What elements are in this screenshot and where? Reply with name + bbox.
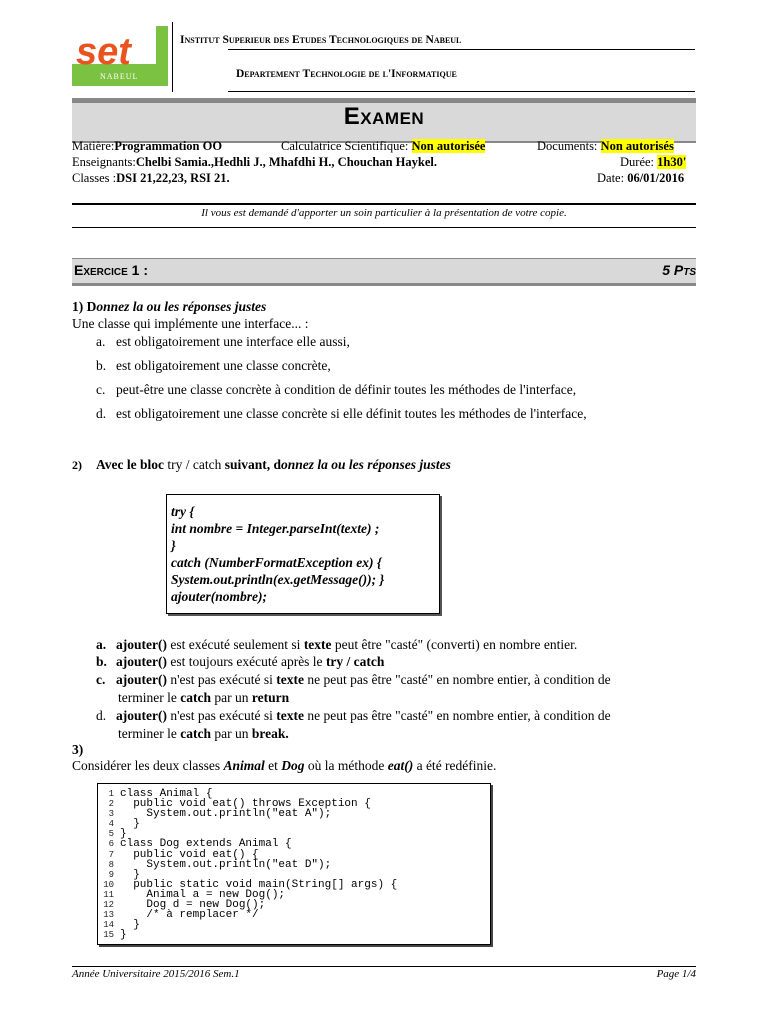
date-label: Date: xyxy=(597,171,625,185)
option-text: terminer le xyxy=(118,690,181,705)
code-line: ajouter(nombre); xyxy=(171,589,267,604)
code-text: } xyxy=(120,828,127,841)
code-text: } xyxy=(120,818,140,831)
q2-title-part2: try / catch xyxy=(163,457,225,472)
q2-code-box xyxy=(166,494,440,614)
option-text: n'est pas exécuté si xyxy=(166,708,277,723)
line-number: 13 xyxy=(103,910,114,921)
q3-text: a été redéfinie. xyxy=(413,758,497,773)
option-text: terminer le xyxy=(118,726,181,741)
code-line xyxy=(100,837,397,851)
code-text: } xyxy=(120,929,127,942)
code-line xyxy=(100,878,398,891)
code-text: public void eat() { xyxy=(120,848,259,861)
code-text: } xyxy=(120,919,140,932)
line-number: 5 xyxy=(108,829,114,840)
q1-number: 1) D xyxy=(72,299,97,314)
option-keyword: texte xyxy=(276,708,304,723)
line-number: 9 xyxy=(108,869,114,880)
code-text: class Animal { xyxy=(120,788,213,800)
q3-class-animal: Animal xyxy=(223,758,265,773)
code-line xyxy=(100,898,397,912)
option-method: ajouter() xyxy=(116,654,167,669)
option-method: ajouter() xyxy=(116,672,167,687)
header-divider-1 xyxy=(228,49,695,50)
exercise-title: Exercice 1 : xyxy=(74,262,149,278)
line-number: 11 xyxy=(103,889,114,900)
line-number: 2 xyxy=(108,799,114,810)
option-keyword: return xyxy=(251,690,290,705)
teachers-label: Enseignants: xyxy=(72,155,136,169)
date-value: 06/01/2016 xyxy=(627,171,685,185)
q2-option-c xyxy=(96,672,696,688)
line-number: 3 xyxy=(108,809,114,820)
option-keyword: break. xyxy=(251,726,289,741)
option-letter: b. xyxy=(96,654,107,669)
option-keyword: try / catch xyxy=(325,654,385,669)
q1-title: onnez la ou les réponses justes xyxy=(96,299,267,314)
q1-heading xyxy=(72,299,266,315)
option-letter: c. xyxy=(96,382,106,397)
code-line: } xyxy=(171,538,176,553)
teachers-value: Chelbi Samia.,Hedhli J., Mhafdhi H., Chouchan Haykel. xyxy=(135,155,437,169)
option-keyword: catch xyxy=(180,726,211,741)
q2-title-part1: Avec le bloc xyxy=(96,457,164,472)
q2-option-c-line2 xyxy=(118,690,289,706)
option-letter: d. xyxy=(96,406,107,421)
q1-option-d xyxy=(96,406,587,422)
q2-option-b xyxy=(96,654,384,670)
line-number: 1 xyxy=(108,789,114,799)
calculator-label: Calculatrice Scientifique: xyxy=(281,139,409,153)
q2-title-part4: onnez la ou les réponses justes xyxy=(281,457,451,472)
code-line: catch (NumberFormatException ex) { xyxy=(171,555,382,570)
code-line xyxy=(100,848,397,861)
q2-option-d-line2 xyxy=(118,726,289,742)
code-text: /* à remplacer */ xyxy=(120,909,259,922)
code-text: Dog d = new Dog(); xyxy=(120,899,266,912)
q3-number: 3) xyxy=(72,742,84,757)
footer-page: Page 1/4 xyxy=(656,968,696,980)
option-text: est obligatoirement une classe concrète, xyxy=(116,358,331,373)
line-number: 4 xyxy=(108,819,114,830)
code-text: public static void main(String[] args) { xyxy=(120,878,398,891)
line-number: 6 xyxy=(108,839,114,850)
header-frame xyxy=(172,22,696,92)
option-letter: a. xyxy=(96,637,107,652)
institute-logo xyxy=(72,26,168,86)
matiere-row xyxy=(72,138,222,154)
duration-row xyxy=(620,154,686,170)
option-keyword: texte xyxy=(276,672,304,687)
option-text: ne peut pas être "casté" en nombre entier, à condition de xyxy=(304,708,611,723)
option-text: par un xyxy=(210,690,252,705)
line-number: 7 xyxy=(108,849,114,860)
option-keyword: catch xyxy=(180,690,211,705)
code-text: class Dog extends Animal { xyxy=(120,838,292,851)
option-keyword: texte xyxy=(303,637,332,652)
exercise-points: 5 Pts xyxy=(662,262,696,278)
footer-year: Année Universitaire 2015/2016 Sem.1 xyxy=(72,968,240,980)
header-divider-2 xyxy=(228,91,695,92)
q3-text: Considérer les deux classes xyxy=(72,758,224,773)
notice-text: Il vous est demandé d'apporter un soin particulier à la présentation de votre copie. xyxy=(201,207,567,219)
q2-option-a xyxy=(96,637,577,653)
option-text: par un xyxy=(210,726,252,741)
code-text: System.out.println("eat D"); xyxy=(120,858,332,871)
code-line: int nombre = Integer.parseInt(texte) ; xyxy=(171,521,380,536)
line-number: 15 xyxy=(103,930,114,941)
q1-intro: Une classe qui implémente une interface... : xyxy=(72,316,309,331)
option-method: ajouter() xyxy=(116,708,167,723)
option-text: est exécuté seulement si xyxy=(166,637,304,652)
classes-row xyxy=(72,170,230,186)
code-text: public void eat() throws Exception { xyxy=(120,798,371,811)
code-line: System.out.println(ex.getMessage()); } xyxy=(171,572,385,587)
page-title: Examen xyxy=(343,103,425,130)
option-text: peut être "casté" (converti) en nombre entier. xyxy=(331,637,578,652)
date-row xyxy=(597,170,684,186)
classes-value: DSI 21,22,23, RSI 21. xyxy=(116,171,230,185)
q3-intro xyxy=(72,758,496,774)
code-line xyxy=(100,797,397,811)
calculator-value: Non autorisée xyxy=(411,139,486,153)
duration-label: Durée: xyxy=(620,155,655,169)
svg-text:set: set xyxy=(76,31,131,73)
option-letter: b. xyxy=(96,358,107,373)
line-number: 12 xyxy=(103,900,114,911)
institute-name: Institut Superieur des Etudes Technologiques de Nabeul xyxy=(180,34,462,46)
option-letter: d. xyxy=(96,708,107,723)
matiere-label: Matière: xyxy=(72,139,115,153)
q3-class-dog: Dog xyxy=(281,758,305,773)
teachers-row xyxy=(72,154,437,170)
q1-option-b xyxy=(96,358,331,374)
duration-value: 1h30' xyxy=(657,155,687,169)
code-text: Animal a = new Dog(); xyxy=(120,888,286,901)
q3-text: où la méthode xyxy=(304,758,388,773)
q3-method-eat: eat() xyxy=(387,758,414,773)
code-line xyxy=(100,928,397,942)
q3-code-listing xyxy=(97,783,491,945)
option-letter: a. xyxy=(96,334,106,349)
code-text: System.out.println("eat A"); xyxy=(120,808,332,821)
q2-number: 2) xyxy=(72,458,82,472)
calculator-row xyxy=(281,138,485,154)
classes-label: Classes : xyxy=(72,171,117,185)
line-number: 14 xyxy=(103,920,114,931)
logo-subtitle: NABEUL xyxy=(100,72,139,81)
code-line xyxy=(100,787,397,800)
q2-option-d xyxy=(96,708,696,724)
code-line xyxy=(100,827,397,841)
option-text: est obligatoirement une interface elle aussi, xyxy=(116,334,350,349)
option-text: est toujours exécuté après le xyxy=(166,654,326,669)
option-text: n'est pas exécuté si xyxy=(166,672,277,687)
q1-option-c xyxy=(96,382,576,398)
code-line xyxy=(100,908,397,922)
q2-heading xyxy=(72,457,451,473)
q2-title-part3: suivant, d xyxy=(224,457,281,472)
footer-divider xyxy=(72,966,696,967)
code-line: try { xyxy=(171,504,195,519)
documents-label: Documents: xyxy=(537,139,598,153)
code-line xyxy=(100,858,397,871)
matiere-value: Programmation OO xyxy=(114,139,223,153)
option-text: est obligatoirement une classe concrète si elle définit toutes les méthodes de l'interface, xyxy=(116,406,587,421)
q3-text: et xyxy=(264,758,282,773)
documents-row xyxy=(537,138,674,154)
line-number: 8 xyxy=(108,859,114,870)
option-text: ne peut pas être "casté" en nombre entier, à condition de xyxy=(304,672,611,687)
documents-value: Non autorisés xyxy=(600,139,674,153)
department-name: Departement Technologie de l'Informatique xyxy=(236,68,457,80)
line-number: 10 xyxy=(103,879,114,890)
option-method: ajouter() xyxy=(116,637,167,652)
q1-option-a xyxy=(96,334,350,350)
option-text: peut-être une classe concrète à condition de définir toutes les méthodes de l'interface, xyxy=(116,382,577,397)
code-text: } xyxy=(120,868,140,881)
option-letter: c. xyxy=(96,672,106,687)
